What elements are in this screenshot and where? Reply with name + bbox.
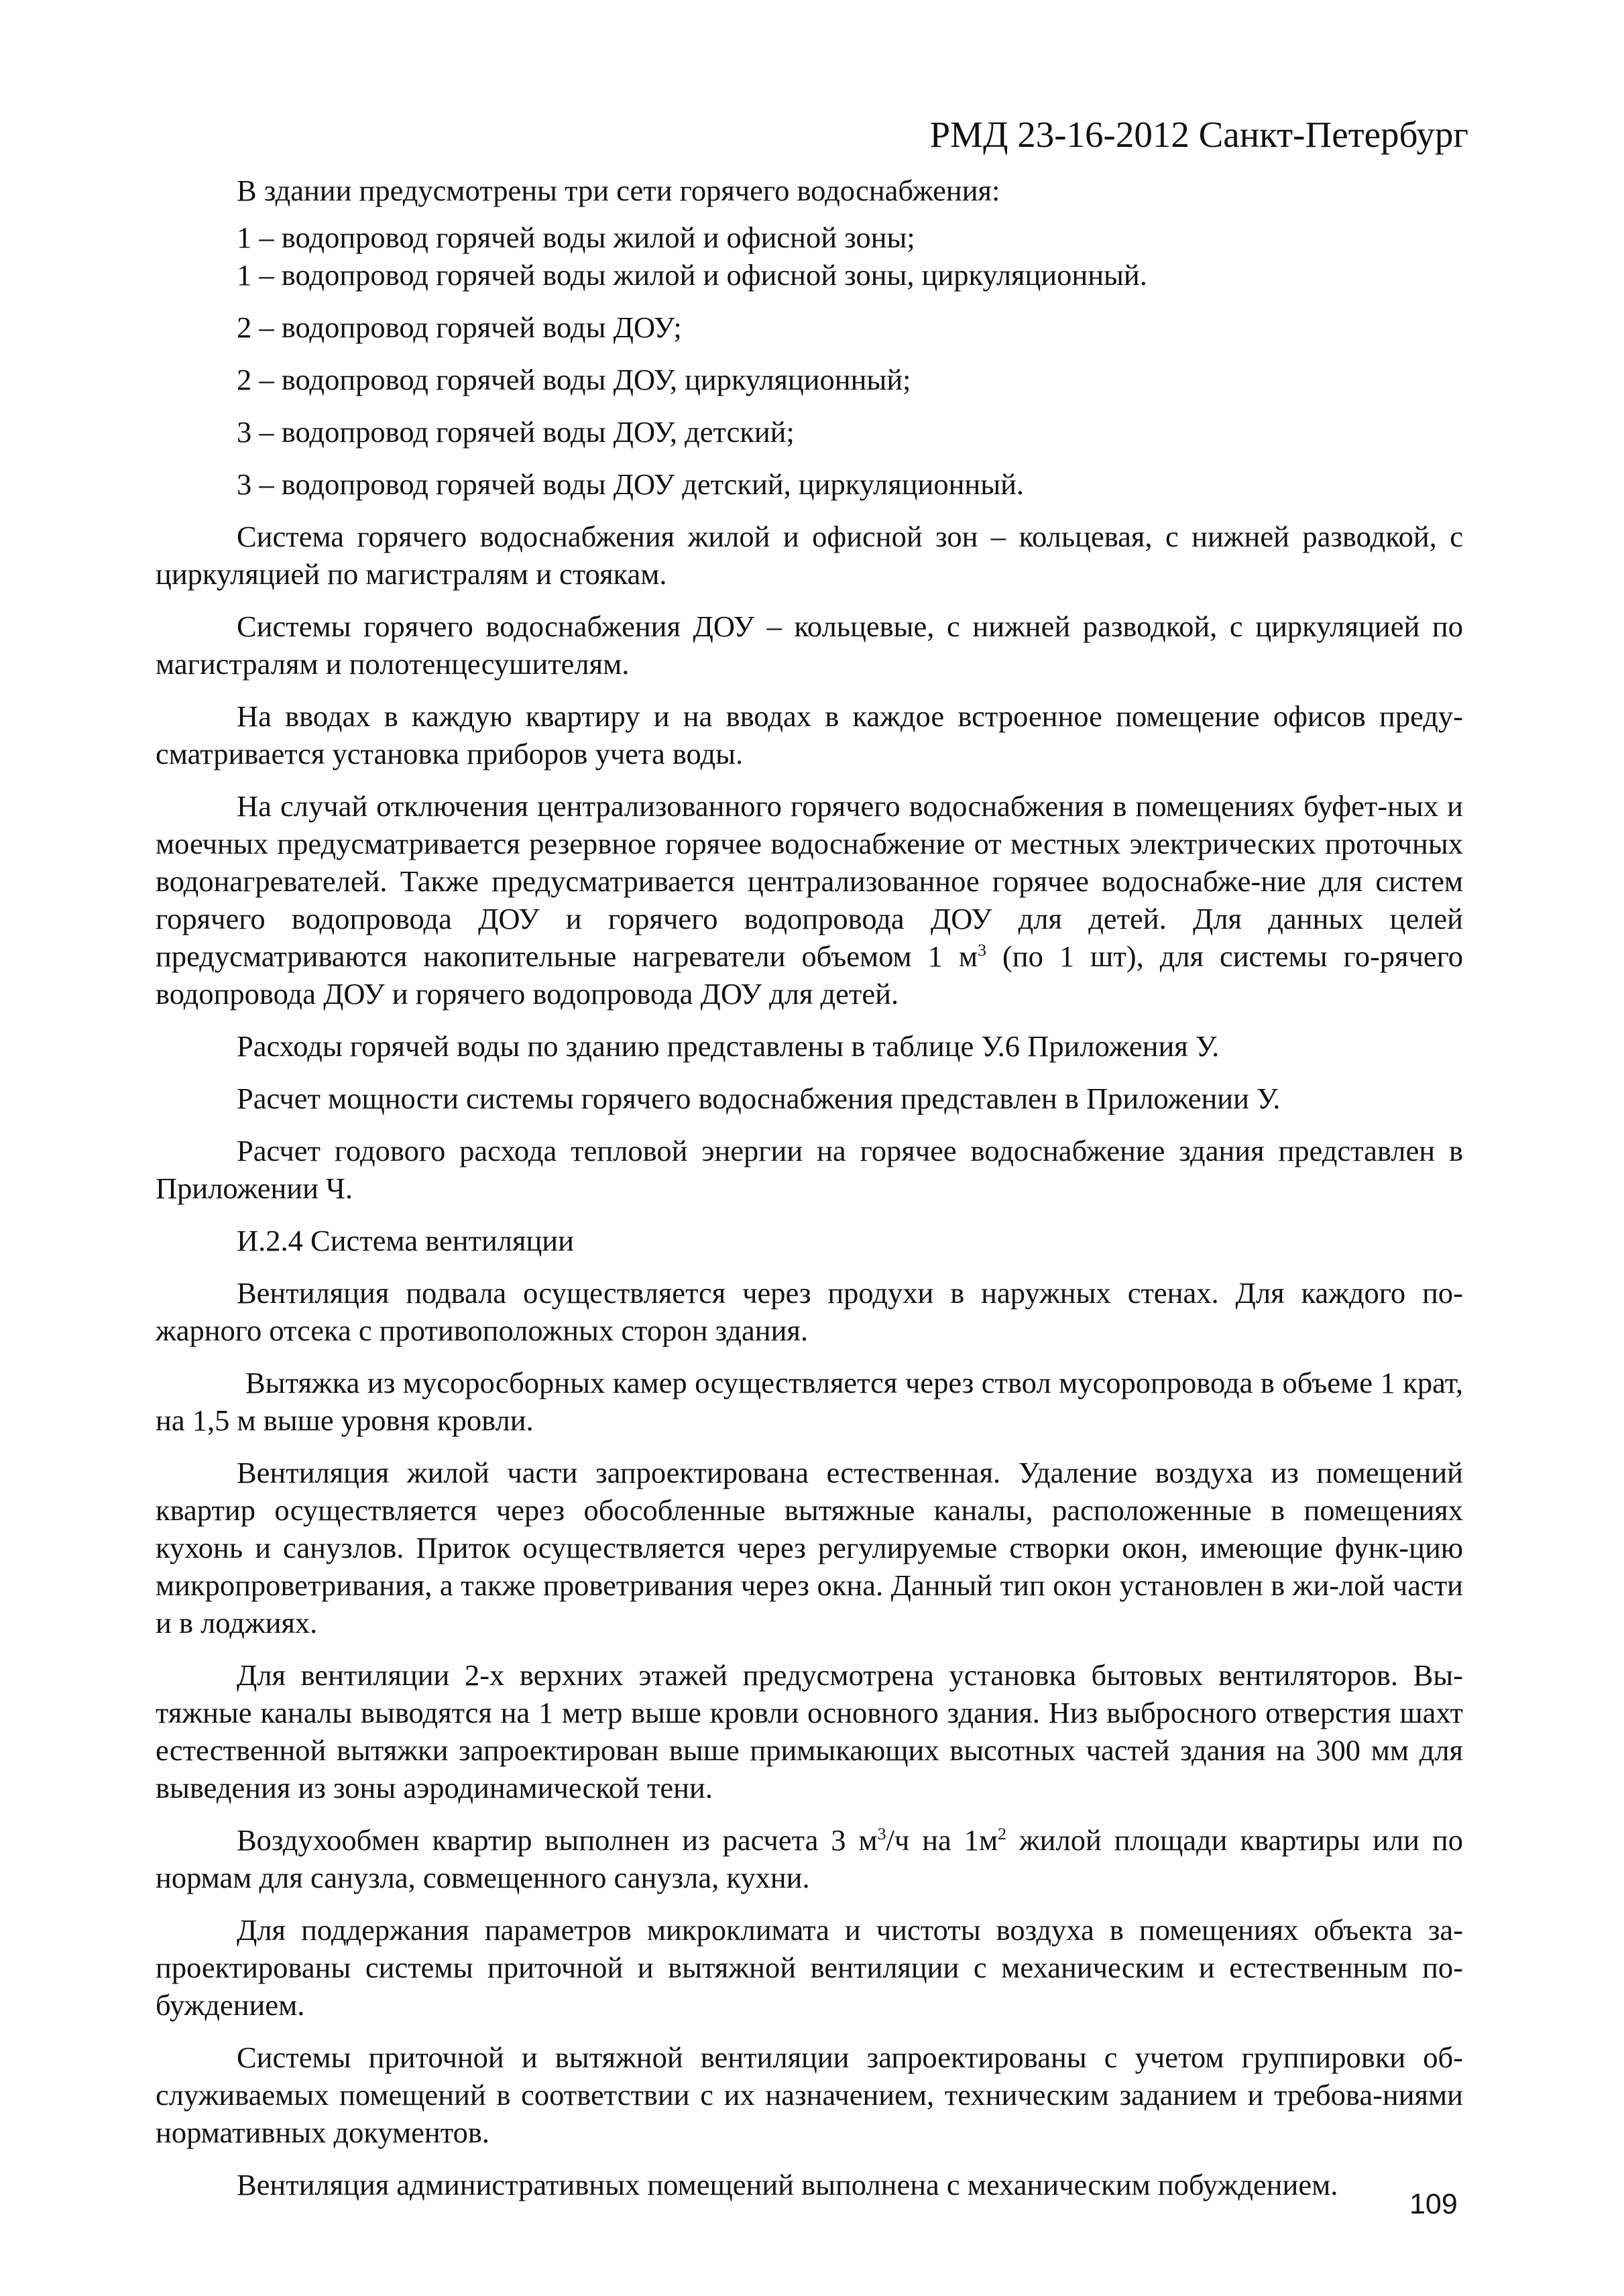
text-run: жилой площади квартиры или по нормам для санузла, совмещенного санузла, кухни. xyxy=(156,1823,1463,1894)
paragraph-hot-water-networks: В здании предусмотрены три сети горячего водоснабжения: xyxy=(237,174,1000,207)
document-body xyxy=(156,172,1463,2203)
paragraph: Расходы горячей воды по зданию представлены в таблице У.6 Приложения У. xyxy=(237,1029,1220,1063)
page-number: 109 xyxy=(1409,2188,1458,2220)
list-item: 2 – водопровод горячей воды ДОУ, циркуляционный; xyxy=(237,363,911,396)
paragraph: Вентиляция жилой части запроектирована естественная. Удаление воздуха из помещений квартир осуществляется через обособленные вытяжные каналы, расположенные в помещениях кухонь и санузлов. Приток осуществляется через регулируемые створки окон, имеющие функ-цию микропроветривания, а также проветривания через окна. Данный тип окон установлен в жи-лой части и в лоджиях. xyxy=(156,1456,1463,1640)
list-item: 3 – водопровод горячей воды ДОУ детский, циркуляционный. xyxy=(237,467,1025,501)
list-item: 1 – водопровод горячей воды жилой и офисной зоны, циркуляционный. xyxy=(237,258,1147,292)
text-run: /ч на 1м xyxy=(886,1823,998,1857)
list-item: 2 – водопровод горячей воды ДОУ; xyxy=(237,310,682,344)
text-run: На случай отключения централизованного горячего водоснабжения в помещениях буфет-ных и моечных предусматривается резервное горячее водоснабжение от местных электрических проточных водонагревателей. Также предусматривается централизованное горячее водоснабже-ние для систем горячего водопровода ДОУ и горячего водопровода ДОУ для детей. Для данных целей предусматриваются накопительные нагреватели объемом 1 м xyxy=(156,789,1463,973)
paragraph-air-exchange xyxy=(156,1821,1463,1896)
text-run: (по 1 шт), для системы го-рячего водопровода ДОУ и горячего водопровода ДОУ для детей. xyxy=(156,939,1464,1011)
list-item: 3 – водопровод горячей воды ДОУ, детский; xyxy=(237,415,795,449)
list-item: 1 – водопровод горячей воды жилой и офисной зоны; xyxy=(237,221,915,254)
superscript: 2 xyxy=(998,1824,1007,1844)
superscript: 3 xyxy=(978,940,986,960)
paragraph: Расчет годового расхода тепловой энергии на горячее водоснабжение здания представлен в Приложении Ч. xyxy=(156,1134,1463,1205)
paragraph: Вентиляция подвала осуществляется через продухи в наружных стенах. Для каждого по-жарного отсека с противоположных сторон здания. xyxy=(156,1276,1463,1347)
paragraph: Вытяжка из мусоросборных камер осуществляется через ствол мусоропровода в объеме 1 крат, на 1,5 м выше уровня кровли. xyxy=(156,1366,1463,1437)
text-run: Воздухообмен квартир выполнен из расчета 3 м xyxy=(237,1823,878,1857)
paragraph: Для поддержания параметров микроклимата и чистоты воздуха в помещениях объекта за-проектированы системы приточной и вытяжной вентиляции с механическим и естественным по-буждением. xyxy=(156,1913,1463,2022)
document-header: РМД 23-16-2012 Санкт-Петербург xyxy=(929,114,1468,155)
paragraph: Для вентиляции 2-х верхних этажей предусмотрена установка бытовых вентиляторов. Вы-тяжные каналы выводятся на 1 метр выше кровли основного здания. Низ выбросного отверстия шахт естественной вытяжки запроектирован выше примыкающих высотных частей здания на 300 мм для выведения из зоны аэродинамической тени. xyxy=(156,1658,1463,1804)
paragraph: Системы горячего водоснабжения ДОУ – кольцевые, с нижней разводкой, с циркуляцией по магистралям и полотенцесушителям. xyxy=(156,610,1463,681)
paragraph: Система горячего водоснабжения жилой и офисной зон – кольцевая, с нижней разводкой, с циркуляцией по магистралям и стоякам. xyxy=(156,520,1463,591)
paragraph: Расчет мощности системы горячего водоснабжения представлен в Приложении У. xyxy=(237,1082,1281,1115)
superscript: 3 xyxy=(877,1824,886,1844)
paragraph: На вводах в каждую квартиру и на вводах в каждое встроенное помещение офисов преду-сматривается установка приборов учета воды. xyxy=(156,699,1463,770)
paragraph-backup-hot-water xyxy=(156,787,1463,1013)
paragraph: Системы приточной и вытяжной вентиляции запроектированы с учетом группировки об-служиваемых помещений в соответствии с их назначением, техническим заданием и требова-ниями нормативных документов. xyxy=(156,2041,1463,2149)
paragraph: Вентиляция административных помещений выполнена с механическим побуждением. xyxy=(237,2168,1338,2201)
section-heading: И.2.4 Система вентиляции xyxy=(237,1224,574,1257)
